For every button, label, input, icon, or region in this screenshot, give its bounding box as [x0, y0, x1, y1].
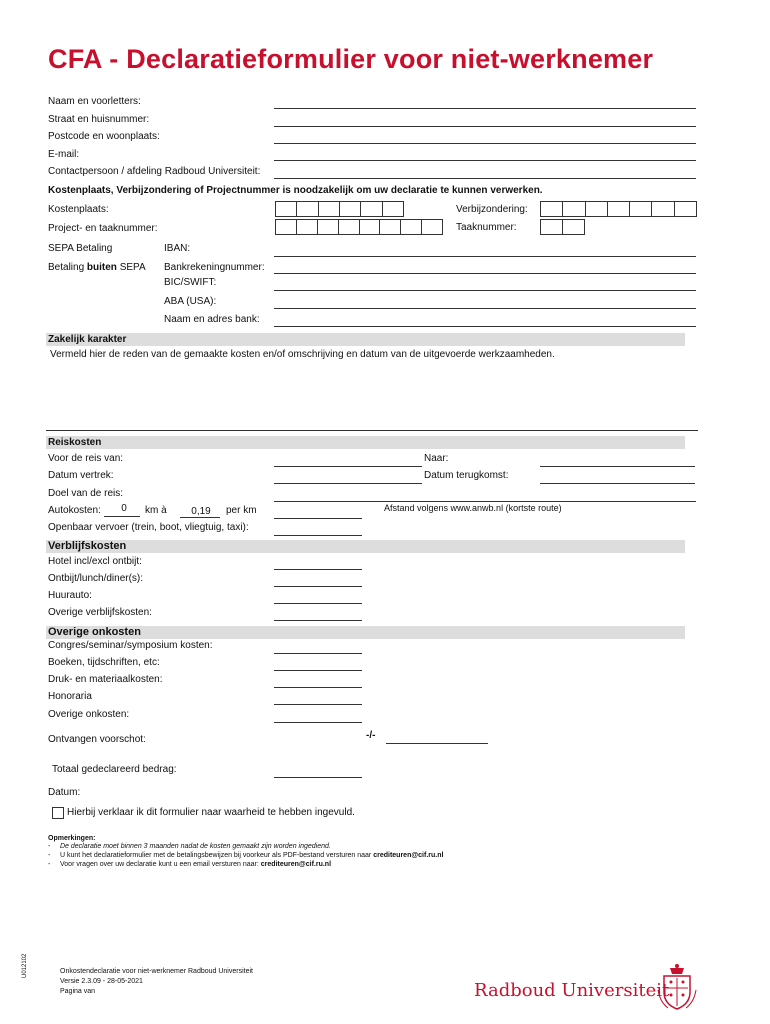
- overig-field-0[interactable]: [274, 653, 362, 654]
- datum-label: Datum:: [48, 787, 81, 798]
- totaal-field[interactable]: [274, 777, 362, 778]
- iban-label: IBAN:: [164, 243, 191, 254]
- overig-field-1[interactable]: [274, 670, 362, 671]
- bank-name-field[interactable]: [274, 326, 696, 327]
- verblijf-header: Verblijfskosten: [46, 540, 685, 553]
- reis-naar-label: Naar:: [424, 453, 449, 464]
- opmerkingen-header: Opmerkingen:: [48, 835, 96, 842]
- street-label: Straat en huisnummer:: [48, 114, 150, 125]
- autokosten-label: Autokosten:: [48, 505, 101, 516]
- rate-line: [180, 517, 220, 518]
- vertrek-label: Datum vertrek:: [48, 470, 114, 481]
- contact-field[interactable]: [274, 178, 696, 179]
- cost-notice: Kostenplaats, Verbijzondering of Projectnummer is noodzakelijk om uw declaratie te kunnen verwerken.: [48, 185, 543, 196]
- doel-field[interactable]: [274, 501, 696, 502]
- bank-number-label: Bankrekeningnummer:: [164, 262, 265, 273]
- radboud-crest-icon: [656, 962, 698, 1012]
- overig-label-1: Boeken, tijdschriften, etc:: [48, 657, 160, 668]
- overig-field-2[interactable]: [274, 687, 362, 688]
- opmerking-2: Voor vragen over uw declaratie kunt u een email versturen naar: crediteuren@cif.ru.nl: [60, 861, 332, 868]
- verklaring-checkbox[interactable]: [52, 807, 64, 819]
- totaal-label: Totaal gedeclareerd bedrag:: [52, 764, 177, 775]
- km-a-label: km à: [145, 505, 167, 516]
- street-field[interactable]: [274, 126, 696, 127]
- zakelijk-textarea[interactable]: [48, 364, 696, 428]
- vertrek-field[interactable]: [274, 483, 422, 484]
- reis-header: Reiskosten: [46, 436, 685, 449]
- verblijf-field-3[interactable]: [274, 620, 362, 621]
- reis-naar-field[interactable]: [540, 466, 695, 467]
- verblijf-label-3: Overige verblijfskosten:: [48, 607, 152, 618]
- sepa-label: SEPA Betaling: [48, 243, 113, 254]
- doel-label: Doel van de reis:: [48, 488, 124, 499]
- aba-field[interactable]: [274, 308, 696, 309]
- name-label: Naam en voorletters:: [48, 96, 141, 107]
- kostenplaats-boxes[interactable]: [275, 201, 404, 217]
- zakelijk-divider: [46, 430, 698, 431]
- verblijf-label-1: Ontbijt/lunch/diner(s):: [48, 573, 144, 584]
- reis-van-label: Voor de reis van:: [48, 453, 124, 464]
- project-boxes[interactable]: [275, 219, 443, 235]
- verklaring-label: Hierbij verklaar ik dit formulier naar waarheid te hebben ingevuld.: [67, 807, 355, 818]
- footer-code: U012102: [22, 953, 28, 978]
- rate-value[interactable]: 0,19: [191, 506, 211, 517]
- kostenplaats-label: Kostenplaats:: [48, 204, 109, 215]
- verblijf-label-0: Hotel incl/excl ontbijt:: [48, 556, 142, 567]
- ov-label: Openbaar vervoer (trein, boot, vliegtuig, taxi):: [48, 522, 249, 533]
- opmerking-dash-2: -: [48, 861, 51, 868]
- taaknummer-boxes[interactable]: [540, 219, 585, 235]
- verbijzondering-boxes[interactable]: [540, 201, 697, 217]
- ov-field[interactable]: [274, 535, 362, 536]
- bic-field[interactable]: [274, 290, 696, 291]
- overig-label-0: Congres/seminar/symposium kosten:: [48, 640, 213, 651]
- footer-line-3: Pagina van: [60, 988, 96, 995]
- minus-sign: -/-: [366, 730, 376, 741]
- contact-label: Contactpersoon / afdeling Radboud Universiteit:: [48, 166, 261, 177]
- opmerking-0: De declaratie moet binnen 3 maanden nadat de kosten gemaakt zijn worden ingediend.: [60, 843, 331, 850]
- verblijf-label-2: Huurauto:: [48, 590, 92, 601]
- terugkomst-label: Datum terugkomst:: [424, 470, 509, 481]
- overig-label-2: Druk- en materiaalkosten:: [48, 674, 163, 685]
- verblijf-field-2[interactable]: [274, 603, 362, 604]
- opmerking-1: U kunt het declaratieformulier met de betalingsbewijzen bij voorkeur als PDF-bestand versturen naar crediteuren@cif.ru.nl: [60, 852, 444, 859]
- footer-line-1: Onkostendeclaratie voor niet-werknemer Radboud Universiteit: [60, 968, 253, 975]
- email-label: E-mail:: [48, 149, 80, 160]
- overig-label-3: Honoraria: [48, 691, 92, 702]
- zakelijk-header: Zakelijk karakter: [46, 333, 685, 346]
- verbijzondering-label: Verbijzondering:: [456, 204, 528, 215]
- email-field[interactable]: [274, 160, 696, 161]
- verblijf-field-1[interactable]: [274, 586, 362, 587]
- project-label: Project- en taaknummer:: [48, 223, 158, 234]
- voorschot-label: Ontvangen voorschot:: [48, 734, 146, 745]
- per-km-label: per km: [226, 505, 257, 516]
- aba-label: ABA (USA):: [164, 296, 217, 307]
- autokosten-field[interactable]: [274, 518, 362, 519]
- overig-field-3[interactable]: [274, 704, 362, 705]
- overig-label-4: Overige onkosten:: [48, 709, 130, 720]
- km-line: [104, 516, 140, 517]
- postcode-label: Postcode en woonplaats:: [48, 131, 160, 142]
- verblijf-field-0[interactable]: [274, 569, 362, 570]
- opmerking-dash-1: -: [48, 852, 51, 859]
- bic-label: BIC/SWIFT:: [164, 277, 217, 288]
- voorschot-field[interactable]: [386, 743, 488, 744]
- postcode-field[interactable]: [274, 143, 696, 144]
- opmerking-dash-0: -: [48, 843, 51, 850]
- form-title: CFA - Declaratieformulier voor niet-werknemer: [48, 44, 654, 74]
- zakelijk-description: Vermeld hier de reden van de gemaakte kosten en/of omschrijving en datum van de uitgevoerde werkzaamheden.: [50, 349, 555, 360]
- terugkomst-field[interactable]: [540, 483, 695, 484]
- reis-van-field[interactable]: [274, 466, 422, 467]
- afstand-note: Afstand volgens www.anwb.nl (kortste route): [384, 503, 562, 513]
- overig-header: Overige onkosten: [46, 626, 685, 639]
- bank-number-field[interactable]: [274, 273, 696, 274]
- iban-field[interactable]: [274, 256, 696, 257]
- bank-name-label: Naam en adres bank:: [164, 314, 260, 325]
- overig-field-4[interactable]: [274, 722, 362, 723]
- footer-line-2: Versie 2.3.09 - 28-05-2021: [60, 978, 143, 985]
- radboud-logo-text: Radboud Universiteit: [474, 980, 670, 1001]
- name-field[interactable]: [274, 108, 696, 109]
- buiten-sepa-label: Betaling buiten SEPA: [48, 262, 146, 273]
- taaknummer-label: Taaknummer:: [456, 222, 517, 233]
- km-value[interactable]: 0: [121, 503, 127, 514]
